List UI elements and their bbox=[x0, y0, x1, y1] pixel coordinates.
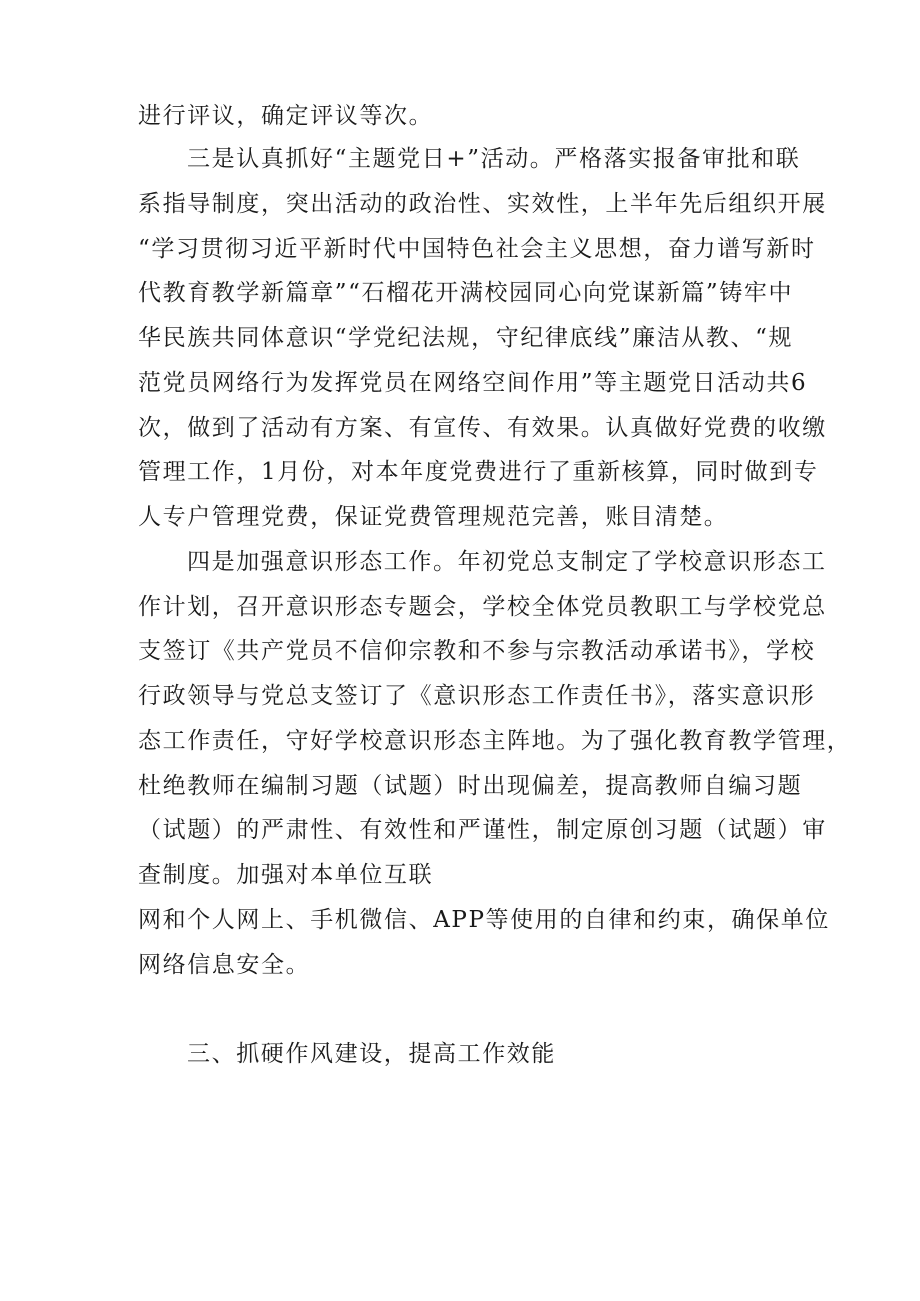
text-line: 范党员网络行为发挥党员在网络空间作用”等主题党日活动共6 bbox=[138, 370, 808, 396]
text-line: 进行评议，确定评议等次。 bbox=[138, 103, 434, 129]
text-line: 网和个人网上、手机微信、APP等使用的自律和约束，确保单位 bbox=[138, 907, 830, 933]
text-line: 杜绝教师在编制习题（试题）时出现偏差，提高教师自编习题 bbox=[138, 773, 803, 799]
text-line: 网络信息安全。 bbox=[138, 952, 311, 978]
text-line: 查制度。加强对本单位互联 bbox=[138, 862, 434, 888]
text-line: 系指导制度，突出活动的政治性、实效性，上半年先后组织开展 bbox=[138, 191, 827, 217]
paragraph-start-line: 四是加强意识形态工作。年初党总支制定了学校意识形态工 bbox=[187, 549, 827, 575]
text-line: 管理工作，1月份，对本年度党费进行了重新核算，同时做到专 bbox=[138, 459, 819, 485]
text-line: “学习贯彻习近平新时代中国特色社会主义思想，奋力谱写新时 bbox=[138, 236, 816, 262]
text-line: 作计划，召开意识形态专题会，学校全体党员教职工与学校党总 bbox=[138, 594, 827, 620]
text-line: 次，做到了活动有方案、有宣传、有效果。认真做好党费的收缴 bbox=[138, 415, 827, 441]
text-line: 华民族共同体意识“学党纪法规，守纪律底线”廉洁从教、“规 bbox=[138, 325, 794, 351]
text-line: 支签订《共产党员不信仰宗教和不参与宗教活动承诺书》，学校 bbox=[138, 638, 816, 664]
text-line: （试题）的严肃性、有效性和严谨性，制定原创习题（试题）审 bbox=[138, 817, 827, 843]
text-line: 代教育教学新篇章”“石榴花开满校园同心向党谋新篇”铸牢中 bbox=[138, 280, 794, 306]
text-line: 行政领导与党总支签订了《意识形态工作责任书》，落实意识形 bbox=[138, 683, 816, 709]
section-heading: 三、抓硬作风建设，提高工作效能 bbox=[187, 1041, 556, 1067]
text-line: 人专户管理党费，保证党费管理规范完善，账目清楚。 bbox=[138, 504, 729, 530]
paragraph-start-line: 三是认真抓好“主题党日+”活动。严格落实报备审批和联 bbox=[187, 146, 801, 172]
text-line: 态工作责任，守好学校意识形态主阵地。为了强化教育教学管理， bbox=[138, 728, 852, 754]
